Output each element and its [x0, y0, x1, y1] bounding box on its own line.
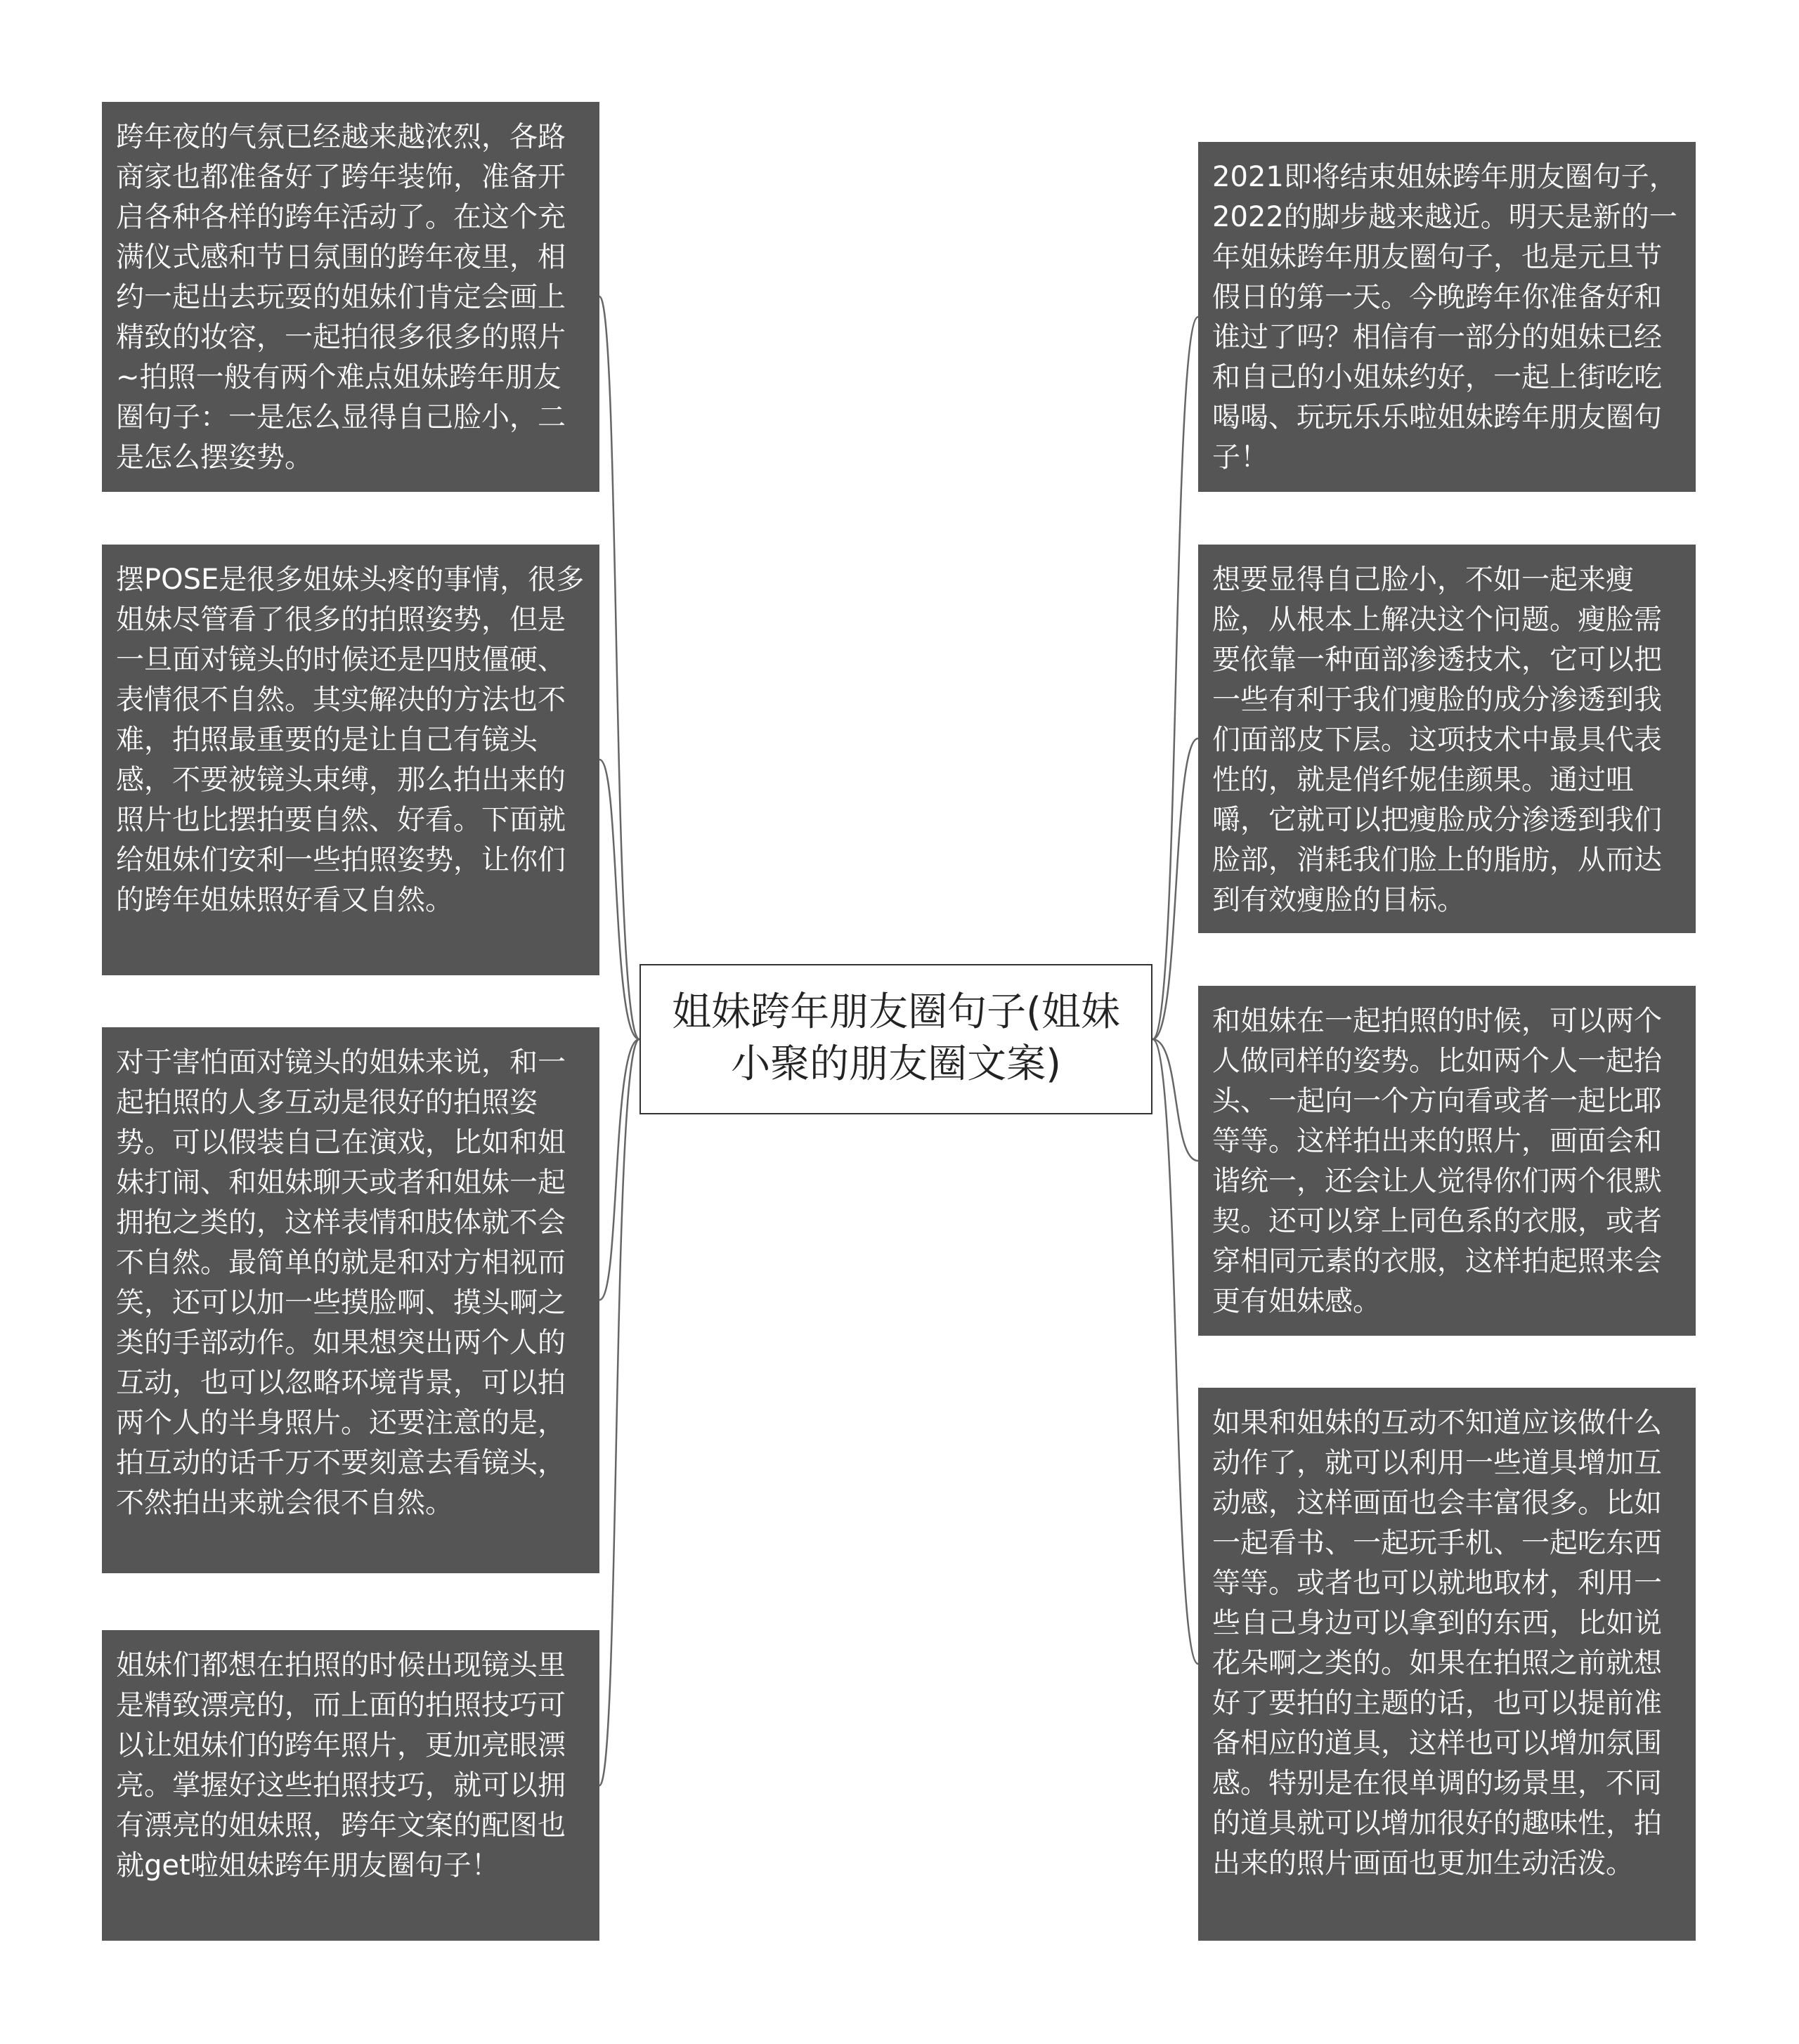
- topic-right-3: 和姐妹在一起拍照的时候，可以两个人做同样的姿势。比如两个人一起抬头、一起向一个方向看或者一起比耶等等。这样拍出来的照片，画面会和谐统一，还会让人觉得你们两个很默契。还可以穿上同色系的衣服，或者穿相同元素的衣服，这样拍起照来会更有姐妹感。: [1198, 986, 1696, 1336]
- connector-left-4: [599, 1039, 639, 1785]
- connector-right-2: [1152, 738, 1198, 1039]
- topic-left-1: 跨年夜的气氛已经越来越浓烈，各路商家也都准备好了跨年装饰，准备开启各种各样的跨年活动了。在这个充满仪式感和节日氛围的跨年夜里，相约一起出去玩耍的姐妹们肯定会画上精致的妆容，一起拍很多很多的照片~拍照一般有两个难点姐妹跨年朋友圈句子：一是怎么显得自己脸小，二是怎么摆姿势。: [102, 102, 599, 492]
- central-topic: 姐妹跨年朋友圈句子(姐妹小聚的朋友圈文案): [639, 964, 1152, 1114]
- connector-right-1: [1152, 317, 1198, 1039]
- connector-left-1: [599, 297, 639, 1039]
- topic-left-4: 姐妹们都想在拍照的时候出现镜头里是精致漂亮的，而上面的拍照技巧可以让姐妹们的跨年照片，更加亮眼漂亮。掌握好这些拍照技巧，就可以拥有漂亮的姐妹照，跨年文案的配图也就get啦姐妹跨年朋友圈句子！: [102, 1630, 599, 1941]
- topic-left-3: 对于害怕面对镜头的姐妹来说，和一起拍照的人多互动是很好的拍照姿势。可以假装自己在演戏，比如和姐妹打闹、和姐妹聊天或者和姐妹一起拥抱之类的，这样表情和肢体就不会不自然。最简单的就是和对方相视而笑，还可以加一些摸脸啊、摸头啊之类的手部动作。如果想突出两个人的互动，也可以忽略环境背景，可以拍两个人的半身照片。还要注意的是，拍互动的话千万不要刻意去看镜头，不然拍出来就会很不自然。: [102, 1027, 599, 1573]
- topic-left-2: 摆POSE是很多姐妹头疼的事情，很多姐妹尽管看了很多的拍照姿势，但是一旦面对镜头的时候还是四肢僵硬、表情很不自然。其实解决的方法也不难，拍照最重要的是让自己有镜头感，不要被镜头束缚，那么拍出来的照片也比摆拍要自然、好看。下面就给姐妹们安利一些拍照姿势，让你们的跨年姐妹照好看又自然。: [102, 545, 599, 975]
- topic-right-4: 如果和姐妹的互动不知道应该做什么动作了，就可以利用一些道具增加互动感，这样画面也会丰富很多。比如一起看书、一起玩手机、一起吃东西等等。或者也可以就地取材，利用一些自己身边可以拿到的东西，比如说花朵啊之类的。如果在拍照之前就想好了要拍的主题的话，也可以提前准备相应的道具，这样也可以增加氛围感。特别是在很单调的场景里，不同的道具就可以增加很好的趣味性，拍出来的照片画面也更加生动活泼。: [1198, 1388, 1696, 1941]
- topic-right-2: 想要显得自己脸小，不如一起来瘦脸，从根本上解决这个问题。瘦脸需要依靠一种面部渗透技术，它可以把一些有利于我们瘦脸的成分渗透到我们面部皮下层。这项技术中最具代表性的，就是俏纤妮佳颜果。通过咀嚼，它就可以把瘦脸成分渗透到我们脸部，消耗我们脸上的脂肪，从而达到有效瘦脸的目标。: [1198, 545, 1696, 933]
- topic-right-1: 2021即将结束姐妹跨年朋友圈句子，2022的脚步越来越近。明天是新的一年姐妹跨年朋友圈句子，也是元旦节假日的第一天。今晚跨年你准备好和谁过了吗？相信有一部分的姐妹已经和自己的小姐妹约好，一起上街吃吃喝喝、玩玩乐乐啦姐妹跨年朋友圈句子！: [1198, 142, 1696, 492]
- connector-left-3: [599, 1039, 639, 1300]
- connector-right-4: [1152, 1039, 1198, 1664]
